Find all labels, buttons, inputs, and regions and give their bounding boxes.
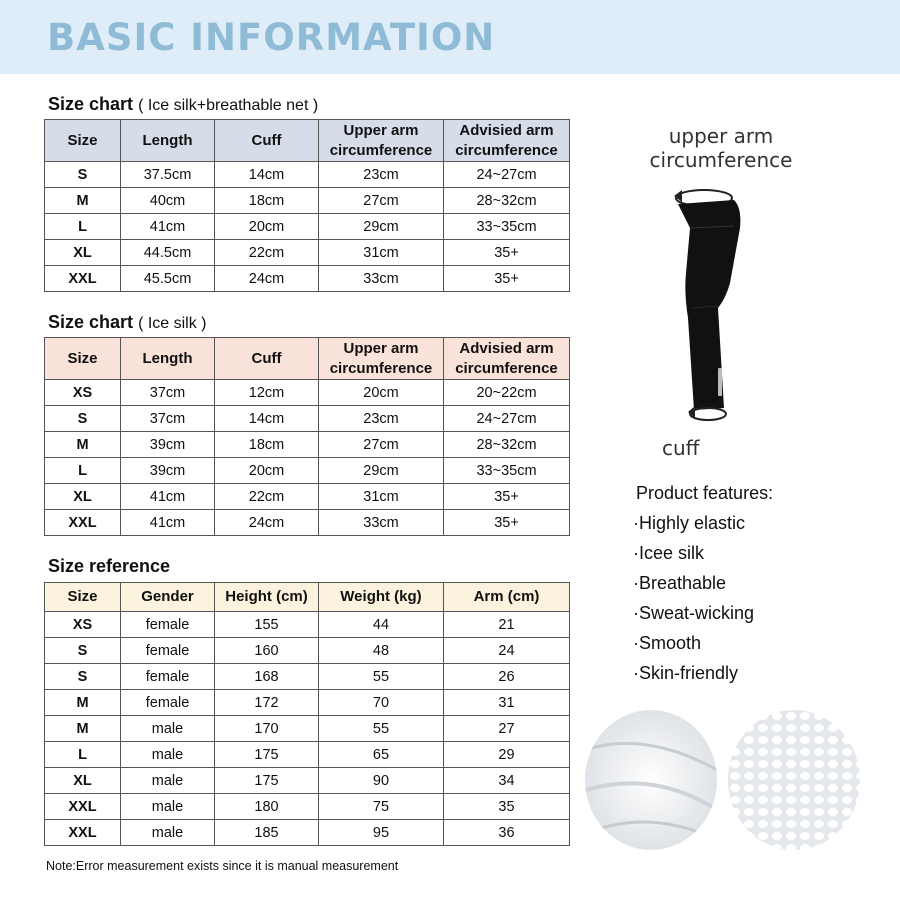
table-cell: male xyxy=(121,820,215,846)
size-cell: M xyxy=(45,432,121,458)
table-cell: 20cm xyxy=(215,458,319,484)
table-cell: 41cm xyxy=(121,510,215,536)
col-header-height: Height (cm) xyxy=(215,583,319,612)
table-cell: 39cm xyxy=(121,458,215,484)
table-cell: 37cm xyxy=(121,406,215,432)
col-header-cuff: Cuff xyxy=(215,338,319,380)
reference-heading xyxy=(48,556,170,577)
col-header-arm: Arm (cm) xyxy=(444,583,570,612)
sleeve-shape xyxy=(678,200,740,410)
feature-item: ·Sweat-wicking xyxy=(633,603,755,623)
table-body xyxy=(45,612,570,846)
table-cell: 170 xyxy=(215,716,319,742)
table-cell: 27cm xyxy=(319,432,444,458)
table-cell: 155 xyxy=(215,612,319,638)
breathable-net-fabric-image xyxy=(728,710,860,850)
table-cell: 41cm xyxy=(121,484,215,510)
size-chart-net-table xyxy=(44,119,570,292)
size-cell: XXL xyxy=(45,820,121,846)
table-cell: 55 xyxy=(319,664,444,690)
table-cell: 27cm xyxy=(319,188,444,214)
table-cell: 37cm xyxy=(121,380,215,406)
table-cell: 24cm xyxy=(215,510,319,536)
col-header-cuff: Cuff xyxy=(215,120,319,162)
chart1-heading xyxy=(48,94,318,115)
table-cell: 26 xyxy=(444,664,570,690)
table-body xyxy=(45,162,570,292)
size-cell: S xyxy=(45,406,121,432)
table-row xyxy=(45,484,570,510)
table-cell: 90 xyxy=(319,768,444,794)
table-cell: 33cm xyxy=(319,510,444,536)
table-cell: 37.5cm xyxy=(121,162,215,188)
size-cell: S xyxy=(45,664,121,690)
cuff-label: cuff xyxy=(662,436,700,460)
table-cell: 14cm xyxy=(215,162,319,188)
table-row xyxy=(45,768,570,794)
table-cell: 23cm xyxy=(319,406,444,432)
table-cell: 180 xyxy=(215,794,319,820)
feature-item: ·Skin-friendly xyxy=(633,663,739,683)
size-chart-ice-silk-table xyxy=(44,337,570,536)
table-cell: 55 xyxy=(319,716,444,742)
table-cell: 20~22cm xyxy=(444,380,570,406)
reference-title: Size reference xyxy=(48,556,171,576)
col-header-gender: Gender xyxy=(121,583,215,612)
table-cell: female xyxy=(121,638,215,664)
table-cell: 20cm xyxy=(215,214,319,240)
table-row xyxy=(45,380,570,406)
table-cell: 39cm xyxy=(121,432,215,458)
table-cell: 35+ xyxy=(444,484,570,510)
table-row xyxy=(45,266,570,292)
table-cell: 35+ xyxy=(444,510,570,536)
size-cell: L xyxy=(45,214,121,240)
table-cell: 36 xyxy=(444,820,570,846)
cuff-ring xyxy=(690,408,726,420)
size-cell: S xyxy=(45,638,121,664)
size-cell: M xyxy=(45,716,121,742)
table-cell: 44 xyxy=(319,612,444,638)
table-cell: 14cm xyxy=(215,406,319,432)
size-cell: XS xyxy=(45,380,121,406)
table-cell: male xyxy=(121,742,215,768)
measurement-note: Note:Error measurement exists since it is manual measurement xyxy=(46,859,399,873)
table-cell: 95 xyxy=(319,820,444,846)
table-row xyxy=(45,664,570,690)
table-cell: 33~35cm xyxy=(444,214,570,240)
table-row xyxy=(45,742,570,768)
table-cell: 65 xyxy=(319,742,444,768)
table-row xyxy=(45,240,570,266)
table-cell: 29cm xyxy=(319,214,444,240)
table-cell: 172 xyxy=(215,690,319,716)
table-header-row xyxy=(45,583,570,612)
col-header-upper-arm: Upper arm circumference xyxy=(319,338,444,380)
table-cell: female xyxy=(121,664,215,690)
table-cell: 175 xyxy=(215,742,319,768)
size-cell: S xyxy=(45,162,121,188)
size-cell: L xyxy=(45,742,121,768)
chart1-title: Size chart xyxy=(48,94,134,114)
table-cell: 28~32cm xyxy=(444,188,570,214)
table-header-row xyxy=(45,338,570,380)
table-cell: 28~32cm xyxy=(444,432,570,458)
col-header-weight: Weight (kg) xyxy=(319,583,444,612)
table-row xyxy=(45,638,570,664)
table-row xyxy=(45,612,570,638)
table-row xyxy=(45,432,570,458)
size-cell: XXL xyxy=(45,510,121,536)
table-cell: 12cm xyxy=(215,380,319,406)
table-cell: 160 xyxy=(215,638,319,664)
table-cell: 29 xyxy=(444,742,570,768)
table-cell: 35+ xyxy=(444,240,570,266)
table-cell: 21 xyxy=(444,612,570,638)
size-cell: XS xyxy=(45,612,121,638)
table-row xyxy=(45,162,570,188)
col-header-length: Length xyxy=(121,120,215,162)
table-cell: 48 xyxy=(319,638,444,664)
size-cell: XL xyxy=(45,484,121,510)
chart2-heading xyxy=(48,312,207,333)
table-row xyxy=(45,214,570,240)
table-cell: 33~35cm xyxy=(444,458,570,484)
table-cell: 75 xyxy=(319,794,444,820)
table-cell: 34 xyxy=(444,768,570,794)
table-cell: 41cm xyxy=(121,214,215,240)
feature-item: ·Breathable xyxy=(633,573,727,593)
size-cell: M xyxy=(45,690,121,716)
table-cell: 22cm xyxy=(215,484,319,510)
table-cell: female xyxy=(121,690,215,716)
header-banner xyxy=(0,0,900,74)
table-cell: male xyxy=(121,768,215,794)
size-reference-table xyxy=(44,582,570,846)
table-cell: 18cm xyxy=(215,188,319,214)
table-row xyxy=(45,820,570,846)
table-row xyxy=(45,458,570,484)
table-cell: 29cm xyxy=(319,458,444,484)
table-cell: 70 xyxy=(319,690,444,716)
table-row xyxy=(45,188,570,214)
reflective-strip xyxy=(718,368,722,396)
table-cell: 31cm xyxy=(319,240,444,266)
col-header-size: Size xyxy=(45,338,121,380)
page-title: BASIC INFORMATION xyxy=(47,16,496,59)
table-cell: 24 xyxy=(444,638,570,664)
feature-item: ·Icee silk xyxy=(633,543,705,563)
size-cell: XXL xyxy=(45,794,121,820)
table-cell: 31 xyxy=(444,690,570,716)
arm-sleeve-illustration xyxy=(660,168,780,458)
size-cell: L xyxy=(45,458,121,484)
size-cell: XL xyxy=(45,240,121,266)
table-row xyxy=(45,716,570,742)
feature-item: ·Highly elastic xyxy=(633,513,746,533)
table-row xyxy=(45,690,570,716)
size-cell: XL xyxy=(45,768,121,794)
col-header-size: Size xyxy=(45,583,121,612)
size-cell: M xyxy=(45,188,121,214)
table-cell: 24cm xyxy=(215,266,319,292)
table-cell: 18cm xyxy=(215,432,319,458)
table-cell: 31cm xyxy=(319,484,444,510)
table-cell: female xyxy=(121,612,215,638)
col-header-length: Length xyxy=(121,338,215,380)
col-header-upper-arm: Upper arm circumference xyxy=(319,120,444,162)
table-cell: 35 xyxy=(444,794,570,820)
table-row xyxy=(45,406,570,432)
table-cell: 35+ xyxy=(444,266,570,292)
col-header-advised-arm: Advisied arm circumference xyxy=(444,338,570,380)
table-cell: 175 xyxy=(215,768,319,794)
table-cell: 33cm xyxy=(319,266,444,292)
table-cell: 22cm xyxy=(215,240,319,266)
col-header-advised-arm: Advisied arm circumference xyxy=(444,120,570,162)
features-title: Product features: xyxy=(636,483,774,503)
chart2-subtitle: ( Ice silk ) xyxy=(138,315,207,332)
size-cell: XXL xyxy=(45,266,121,292)
table-row xyxy=(45,794,570,820)
table-cell: 23cm xyxy=(319,162,444,188)
ice-silk-fabric-image xyxy=(585,710,717,850)
chart2-title: Size chart xyxy=(48,312,134,332)
upper-arm-label: upper arm circumference xyxy=(649,124,793,172)
table-cell: 45.5cm xyxy=(121,266,215,292)
table-cell: 44.5cm xyxy=(121,240,215,266)
chart1-subtitle: ( Ice silk+breathable net ) xyxy=(138,97,319,114)
col-header-size: Size xyxy=(45,120,121,162)
table-cell: 40cm xyxy=(121,188,215,214)
table-cell: male xyxy=(121,716,215,742)
table-row xyxy=(45,510,570,536)
table-body xyxy=(45,380,570,536)
feature-item: ·Smooth xyxy=(633,633,702,653)
table-cell: 24~27cm xyxy=(444,162,570,188)
table-cell: 20cm xyxy=(319,380,444,406)
table-cell: 27 xyxy=(444,716,570,742)
table-cell: 168 xyxy=(215,664,319,690)
table-cell: 185 xyxy=(215,820,319,846)
table-header-row xyxy=(45,120,570,162)
table-cell: 24~27cm xyxy=(444,406,570,432)
table-cell: male xyxy=(121,794,215,820)
